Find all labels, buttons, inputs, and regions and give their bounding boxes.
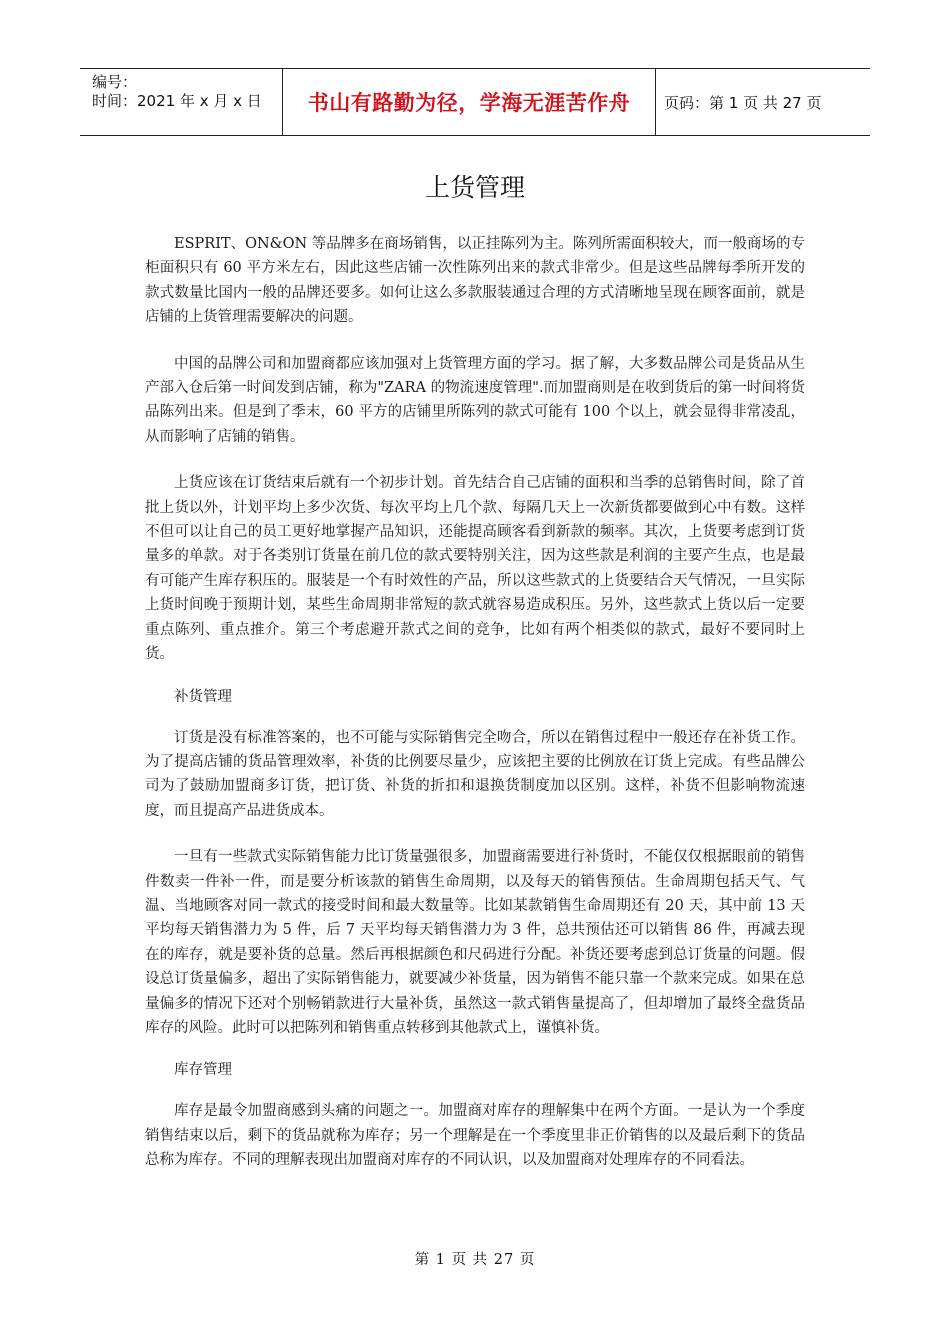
- paragraph-2: 中国的品牌公司和加盟商都应该加强对上货管理方面的学习。据了解，大多数品牌公司是货品从生产部入仓后第一时间发到店铺，称为"ZARA 的物流速度管理".而加盟商则是在收到货后的第一时间将货品陈列出来。但是到了季末，60 平方的店铺里所陈列的款式可能有 100 个以上，就会显得非常凌乱，从而影响了店铺的销售。: [145, 355, 805, 445]
- paragraph-4: 订货是没有标准答案的，也不可能与实际销售完全吻合，所以在销售过程中一般还存在补货工作。为了提高店铺的货品管理效率，补货的比例要尽量少，应该把主要的比例放在订货上完成。有些品牌公司为了鼓励加盟商多订货，把订货、补货的折扣和退换货制度加以区别。这样，补货不但影响物流速度，而且提高产品进货成本。: [145, 729, 805, 819]
- document-title: 上货管理: [424, 173, 525, 202]
- header-number-label: 编号：: [92, 73, 138, 91]
- page-header: [80, 68, 870, 136]
- header-motto: 书山有路勤为径，学海无涯苦作舟: [282, 69, 656, 135]
- paragraph-3: 上货应该在订货结束后就有一个初步计划。首先结合自己店铺的面积和当季的总销售时间，除了首批上货以外，计划平均上多少次货、每次平均上几个款、每隔几天上一次新货都要做到心中有数。这样不但可以让自己的员工更好地掌握产品知识，还能提高顾客看到新款的频率。其次，上货要考虑到订货量多的单款。对于各类别订货量在前几位的款式要特别关注，因为这些款是利润的主要产生点，也是最有可能产生库存积压的。服装是一个有时效性的产品，所以这些款式的上货要结合天气情况，一旦实际上货时间晚于预期计划，某些生命周期非常短的款式就容易造成积压。另外，这些款式上货以后一定要重点陈列、重点推介。第三个考虑避开款式之间的竞争，比如有两个相类似的款式，最好不要同时上货。: [145, 475, 805, 663]
- section-heading-inventory: 库存管理: [174, 1062, 232, 1079]
- section-heading-restock: 补货管理: [174, 688, 232, 705]
- document-body: [145, 232, 805, 1173]
- header-meta: [80, 69, 282, 135]
- page-footer: 第 1 页 共 27 页: [414, 1252, 536, 1268]
- paragraph-6: 库存是最令加盟商感到头痛的问题之一。加盟商对库存的理解集中在两个方面。一是认为一个季度销售结束以后，剩下的货品就称为库存；另一个理解是在一个季度里非正价销售的以及最后剩下的货品总称为库存。不同的理解表现出加盟商对库存的不同认识，以及加盟商对处理库存的不同看法。: [145, 1103, 805, 1169]
- paragraph-1: ESPRIT、ON&ON 等品牌多在商场销售，以正挂陈列为主。陈列所需面积较大，而一般商场的专柜面积只有 60 平方米左右，因此这些店铺一次性陈列出来的款式非常少。但是这些品牌每季所开发的款式数量比国内一般的品牌还要多。如何让这么多款服装通过合理的方式清晰地呈现在顾客面前，就是店铺的上货管理需要解决的问题。: [145, 236, 805, 326]
- header-time-label: 时间：2021 年 x 月 x 日: [92, 92, 262, 110]
- paragraph-5: 一旦有一些款式实际销售能力比订货量强很多，加盟商需要进行补货时，不能仅仅根据眼前的销售件数卖一件补一件，而是要分析该款的销售生命周期，以及每天的销售预估。生命周期包括天气、气温、当地顾客对同一款式的接受时间和最大数量等。比如某款销售生命周期还有 20 天，其中前 13 天平均每天销售潜力为 5 件，后 7 天平均每天销售潜力为 3 件，总共预估还可以销售 86 件，再减去现在的库存，就是要补货的总量。然后再根据颜色和尺码进行分配。补货还要考虑到总订货量的问题。假设总订货量偏多，超出了实际销售能力，就要减少补货量，因为销售不能只靠一个款来完成。如果在总量偏多的情况下还对个别畅销款进行大量补货，虽然这一款式销售量提高了，但却增加了最终全盘货品库存的风险。此时可以把陈列和销售重点转移到其他款式上，谨慎补货。: [145, 849, 805, 1036]
- header-page-info: 页码：第 1 页 共 27 页: [664, 93, 822, 112]
